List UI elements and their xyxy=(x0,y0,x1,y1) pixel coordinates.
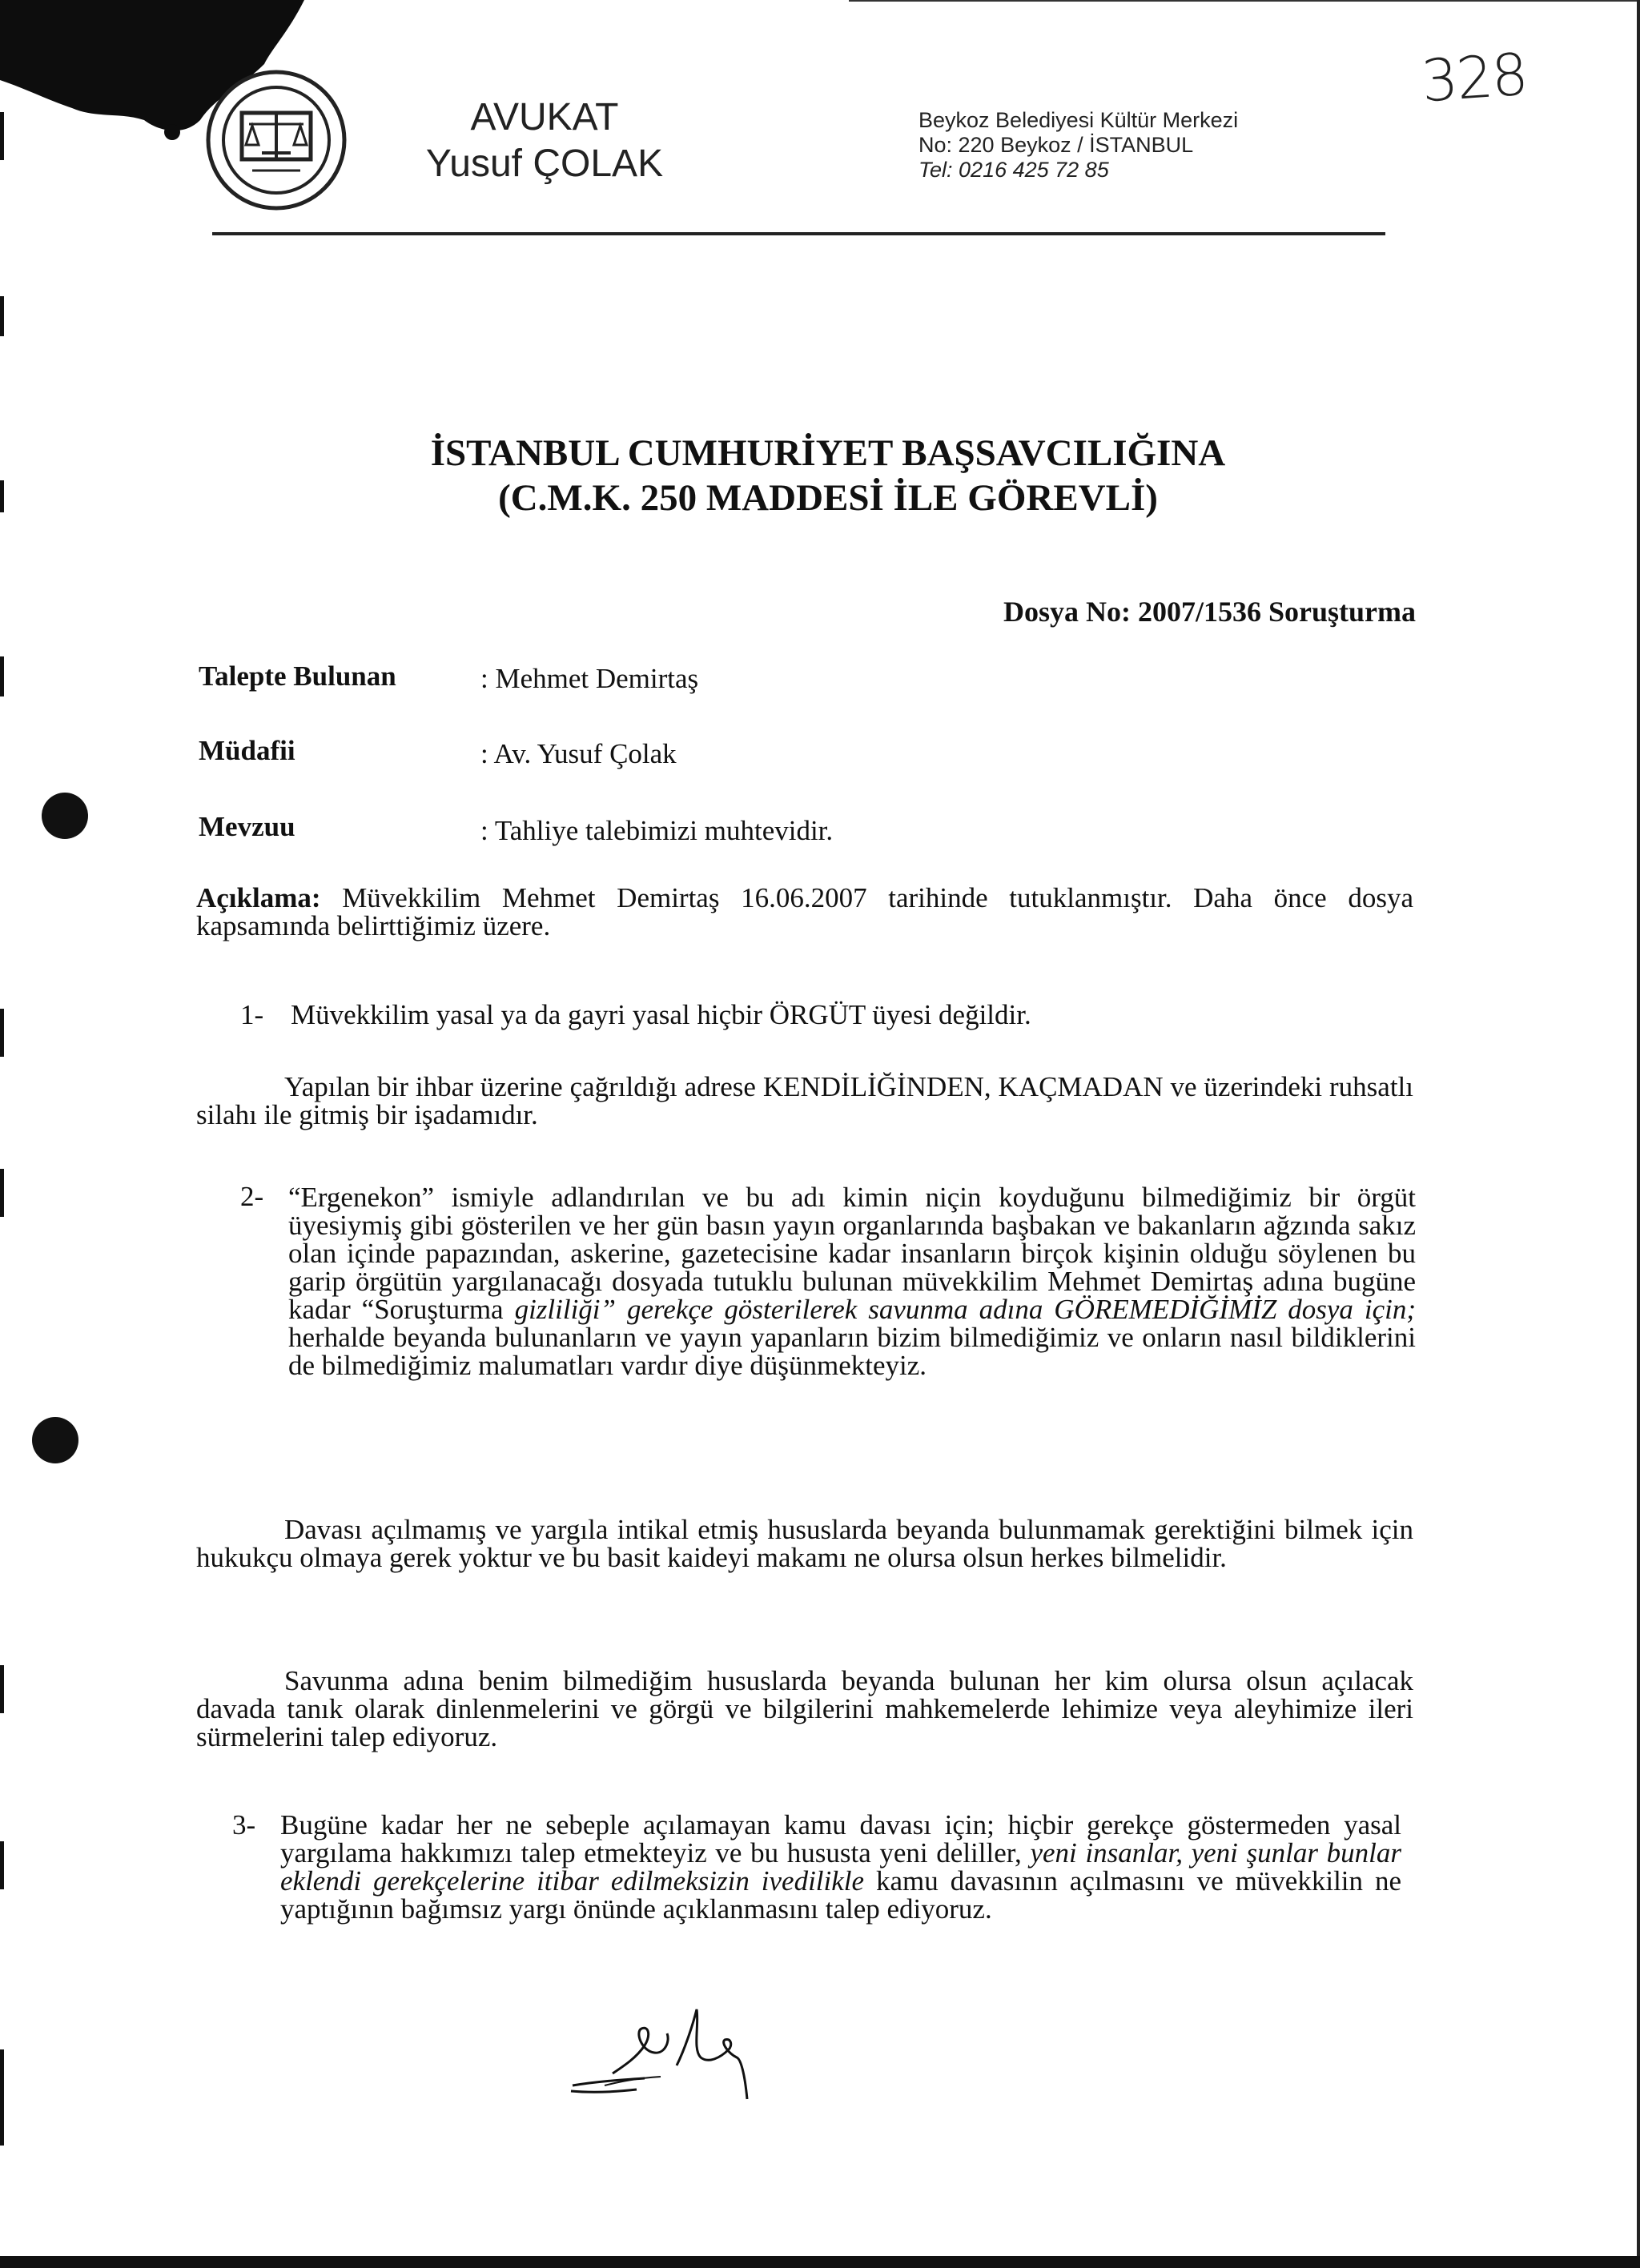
item-text-italic: gizliliği” gerekçe gösterilerek savunma adına GÖREMEDİĞİMİZ dosya için; xyxy=(514,1294,1417,1325)
item-number: 3- xyxy=(232,1809,256,1840)
header-divider xyxy=(212,232,1385,235)
item-text-part: herhalde beyanda bulunanların ve yayın yapanların bizim bilmediğimiz ve onların nasıl bildiklerini de bilmediğimiz malumatları vardır diye düşünmekteyiz. xyxy=(288,1322,1416,1381)
heading-line: İSTANBUL CUMHURİYET BAŞSAVCILIĞINA xyxy=(430,432,1226,474)
scan-edge-mark xyxy=(0,656,4,696)
field-value-subject: : Tahliye talebimizi muhtevidir. xyxy=(480,815,834,846)
scan-edge-mark xyxy=(0,2049,4,2146)
field-value-requester: : Mehmet Demirtaş xyxy=(480,663,699,694)
scan-edge-mark xyxy=(0,1009,4,1057)
letterhead-name xyxy=(392,94,697,187)
letterhead-lawyer-name: Yusuf ÇOLAK xyxy=(425,143,664,185)
file-number: Dosya No: 2007/1536 Soruşturma xyxy=(1003,596,1416,628)
scan-edge-mark xyxy=(0,1841,4,1889)
address-line: No: 220 Beykoz / İSTANBUL xyxy=(918,133,1194,157)
phone-number: Tel: 0216 425 72 85 xyxy=(918,158,1109,182)
scan-edge-right xyxy=(1637,0,1640,2268)
scan-edge-mark xyxy=(0,1169,4,1217)
item-text-part: “Ergenekon” ismiyle adlandırılan ve bu adı kimin niçin koyduğunu bilmediğimiz bir örgüt üyesiymiş gibi gösterilen ve her gün basın yayın organlarında başbakan ve bakanların ağzında sakız olan içinde papazından, askerine, gazetecisine kadar insanların birçok kişinin olduğu söylenen bu garip örgütün yargılanacağı dosyada tutuklu bulunan müvekkilim Mehmet Demirtaş adına bugüne kadar “Soruşturma xyxy=(288,1182,1416,1325)
item-text xyxy=(280,1811,1401,1923)
letterhead-title: AVUKAT xyxy=(470,96,619,138)
paragraph: Davası açılmamış ve yargıla intikal etmiş hususlarda beyanda bulunmamak gerektiğini bilmek için hukukçu olmaya gerek yoktur ve bu basit kaideyi makamı ne olursa olsun herkes bilmelidir. xyxy=(196,1514,1413,1573)
heading-line: (C.M.K. 250 MADDESİ İLE GÖREVLİ) xyxy=(498,477,1158,519)
field-label-counsel: Müdafii xyxy=(199,735,295,766)
address-line: Beykoz Belediyesi Kültür Merkezi xyxy=(918,108,1239,132)
explanation-paragraph xyxy=(196,884,1413,940)
item-text: Müvekkilim yasal ya da gayri yasal hiçbir ÖRGÜT üyesi değildir. xyxy=(291,999,1031,1030)
item-number: 2- xyxy=(240,1181,264,1212)
item-text-part: kamu davasının açılmasını ve müvekkilin ne yaptığının bağımsız yargı önünde açıklanmasını talep ediyoruz. xyxy=(280,1865,1401,1925)
punch-hole xyxy=(32,1417,78,1463)
scan-edge-mark xyxy=(0,1665,4,1713)
punch-hole xyxy=(42,793,88,839)
paragraph: Savunma adına benim bilmediğim hususlarda beyanda bulunan her kim olursa olsun açılacak davada tanık olarak dinlenmelerini ve görgü ve bilgilerini mahkemelerde lehimize veya aleyhimize ileri sürmelerini talep ediyoruz. xyxy=(196,1665,1413,1752)
scan-edge-bottom xyxy=(0,2256,1640,2268)
letterhead-address xyxy=(918,108,1238,183)
item-text xyxy=(288,1183,1416,1379)
item-text-part: Bugüne kadar her ne sebeple açılamayan kamu davası için; hiçbir gerekçe göstermeden yasal yargılama hakkımızı talep etmekteyiz ve bu hususta yeni deliller, xyxy=(280,1809,1401,1869)
scales-of-justice-logo xyxy=(204,68,348,212)
signature xyxy=(565,2001,773,2101)
document-heading xyxy=(0,431,1640,520)
explanation-label: Açıklama: xyxy=(196,882,321,913)
item-number: 1- xyxy=(240,999,264,1030)
item-text-italic: yeni insanlar, yeni şunlar bunlar eklendi gerekçelerine itibar edilmeksizin ivedilikle xyxy=(280,1837,1401,1897)
scan-edge-mark xyxy=(0,112,4,160)
field-value-counsel: : Av. Yusuf Çolak xyxy=(480,738,677,769)
field-label-requester: Talepte Bulunan xyxy=(199,660,396,692)
field-label-subject: Mevzuu xyxy=(199,811,295,842)
paragraph: Yapılan bir ihbar üzerine çağrıldığı adrese KENDİLİĞİNDEN, KAÇMADAN ve üzerindeki ruhsatlı silahı ile gitmiş bir işadamıdır. xyxy=(196,1071,1413,1130)
scan-edge-mark xyxy=(0,296,4,336)
scan-edge-top xyxy=(849,0,1640,2)
page-number: 328 xyxy=(1419,40,1529,115)
explanation-text: Müvekkilim Mehmet Demirtaş 16.06.2007 tarihinde tutuklanmıştır. Daha önce dosya kapsamında belirttiğimiz üzere. xyxy=(196,882,1413,941)
